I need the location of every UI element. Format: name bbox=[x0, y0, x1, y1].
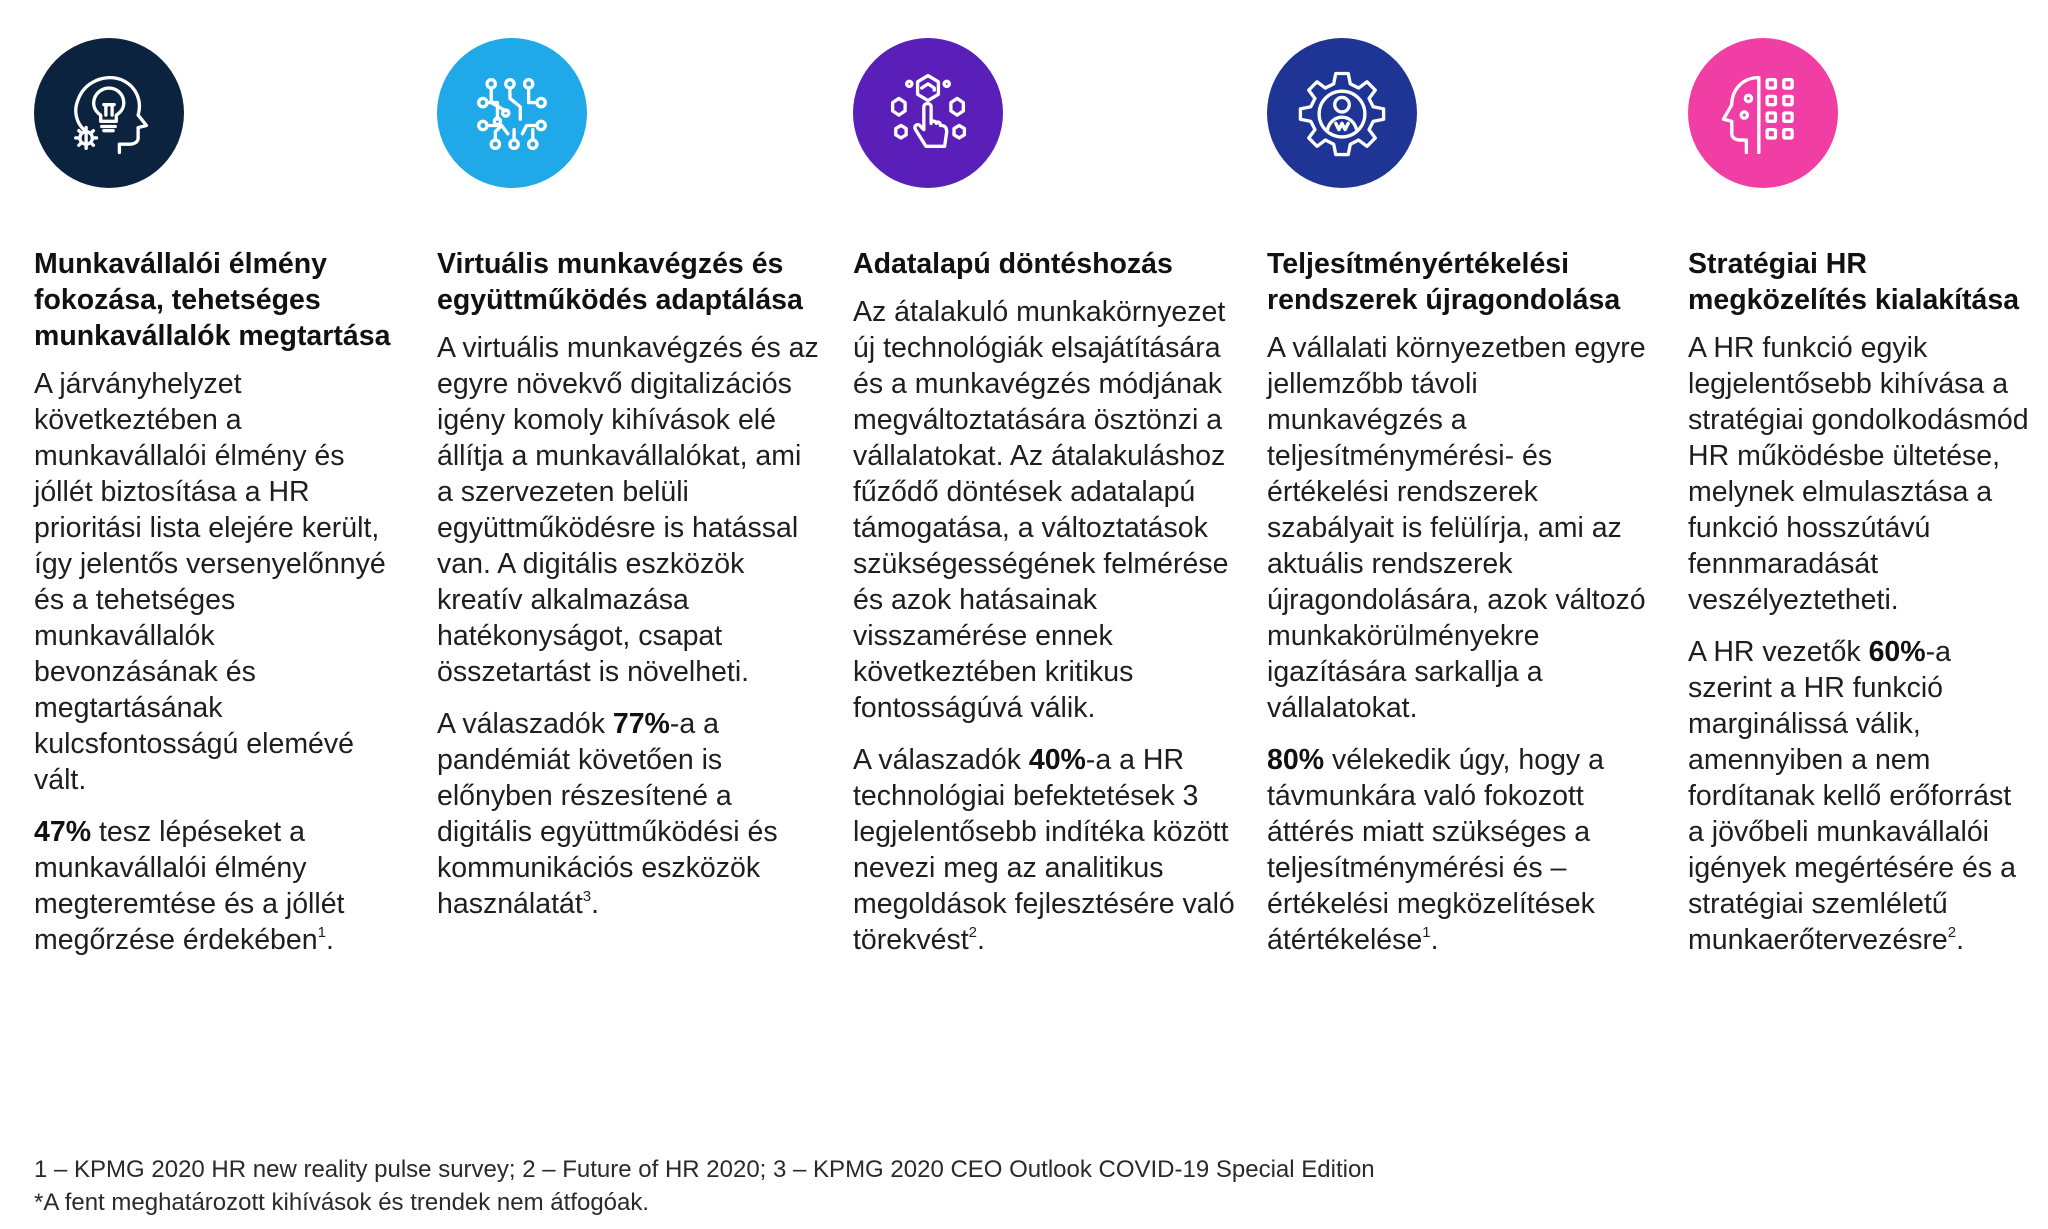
column-stat: A HR vezetők 60%-a szerint a HR funkció marginálissá válik, amennyiben a nem fordítanak kellő erőforrást a jövőbeli munkavállalói igények megértésére és a stratégiai szemléletű munkaerőtervezésre$^2$. bbox=[1688, 636, 2016, 956]
column-stat: A válaszadók 77%-a a pandémiát követően is előnyben részesítené a digitális együttműködési és kommunikációs eszközök használatát$^3$. bbox=[437, 708, 778, 920]
column-title: Adatalapú döntéshozás bbox=[853, 248, 1173, 280]
column-performance-review bbox=[1267, 38, 1652, 974]
footnote-disclaimer: *A fent meghatározott kihívások és trendek nem átfogóak. bbox=[34, 1189, 650, 1216]
footnote-ref: 1 bbox=[1422, 924, 1431, 941]
column-data-driven bbox=[853, 38, 1238, 974]
column-stat: A válaszadók 40%-a a HR technológiai befektetések 3 legjelentősebb indítéka között nevezi meg az analitikus megoldások fejlesztésére való törekvést$^2$. bbox=[853, 744, 1235, 956]
stat-value: 80% bbox=[1267, 744, 1325, 776]
stat-value: 40% bbox=[1028, 744, 1086, 776]
column-stat: 47% tesz lépéseket a munkavállalói élmény megteremtése és a jóllét megőrzése érdekében$^1$. bbox=[34, 816, 345, 956]
column-title: Stratégiai HR megközelítés kialakítása bbox=[1688, 248, 2020, 316]
column-title: Teljesítményértékelési rendszerek újragondolása bbox=[1267, 248, 1621, 316]
stat-value: 47% bbox=[34, 816, 92, 848]
column-body: A HR funkció egyik legjelentősebb kihívása a stratégiai gondolkodásmód HR működésbe ültetése, melynek elmulasztása a funkció hosszútávú fennmaradását veszélyeztetheti. bbox=[1688, 332, 2029, 616]
gear-person-icon bbox=[1267, 38, 1417, 188]
footnote-ref: 1 bbox=[317, 924, 326, 941]
column-body: Az átalakuló munkakörnyezet új technológiák elsajátítására és a munkavégzés módjának megváltoztatására ösztönzi a vállalatokat. Az átalakuláshoz fűződő döntések adatalapú támogatása, a változtatások szükségességének felmérése és azok hatásainak visszamérése ennek következtében kritikus fontosságúvá válik. bbox=[853, 296, 1229, 724]
column-strategic-hr bbox=[1688, 38, 2033, 974]
column-virtual-work bbox=[437, 38, 822, 938]
column-stat: 80% vélekedik úgy, hogy a távmunkára való fokozott áttérés miatt szükséges a teljesítménymérési és –értékelési megközelítések átértékelése$^1$. bbox=[1267, 744, 1604, 956]
stat-value: 77% bbox=[612, 708, 670, 740]
footnote-sources: 1 – KPMG 2020 HR new reality pulse survey; 2 – Future of HR 2020; 3 – KPMG 2020 CEO Outlook COVID-19 Special Edition bbox=[34, 1156, 1375, 1183]
column-employee-experience bbox=[34, 38, 404, 974]
footnote-ref: 2 bbox=[1947, 924, 1957, 941]
brain-lightbulb-gear-icon bbox=[34, 38, 184, 188]
head-grid-icon bbox=[1688, 38, 1838, 188]
footnotes bbox=[34, 1153, 1934, 1219]
circuit-icon bbox=[437, 38, 587, 188]
stat-value: 60% bbox=[1868, 636, 1926, 668]
footnote-ref: 2 bbox=[968, 924, 977, 941]
column-body: A vállalati környezetben egyre jellemzőbb távoli munkavégzés a teljesítménymérési- és értékelési rendszerek szabályait is felülírja, ami az aktuális rendszerek újragondolására, azok változó munkakörülményekre igazítására sarkallja a vállalatokat. bbox=[1267, 332, 1646, 724]
column-title: Virtuális munkavégzés és együttműködés adaptálása bbox=[437, 248, 803, 316]
column-title: Munkavállalói élmény fokozása, tehetséges munkavállalók megtartása bbox=[34, 248, 391, 352]
hand-touch-hexagons-icon bbox=[853, 38, 1003, 188]
column-body: A virtuális munkavégzés és az egyre növekvő digitalizációs igény komoly kihívások elé állítja a munkavállalókat, ami a szervezeten belüli együttműködésre is hatással van. A digitális eszközök kreatív alkalmazása hatékonyságot, csapat összetartást is növelheti. bbox=[437, 332, 819, 688]
column-body: A járványhelyzet következtében a munkavállalói élmény és jóllét biztosítása a HR prioritási lista elejére került, így jelentős versenyelőnnyé és a tehetséges munkavállalók bevonzásának és megtartásának kulcsfontosságú elemévé vált. bbox=[34, 368, 386, 796]
footnote-ref: 3 bbox=[582, 888, 592, 905]
